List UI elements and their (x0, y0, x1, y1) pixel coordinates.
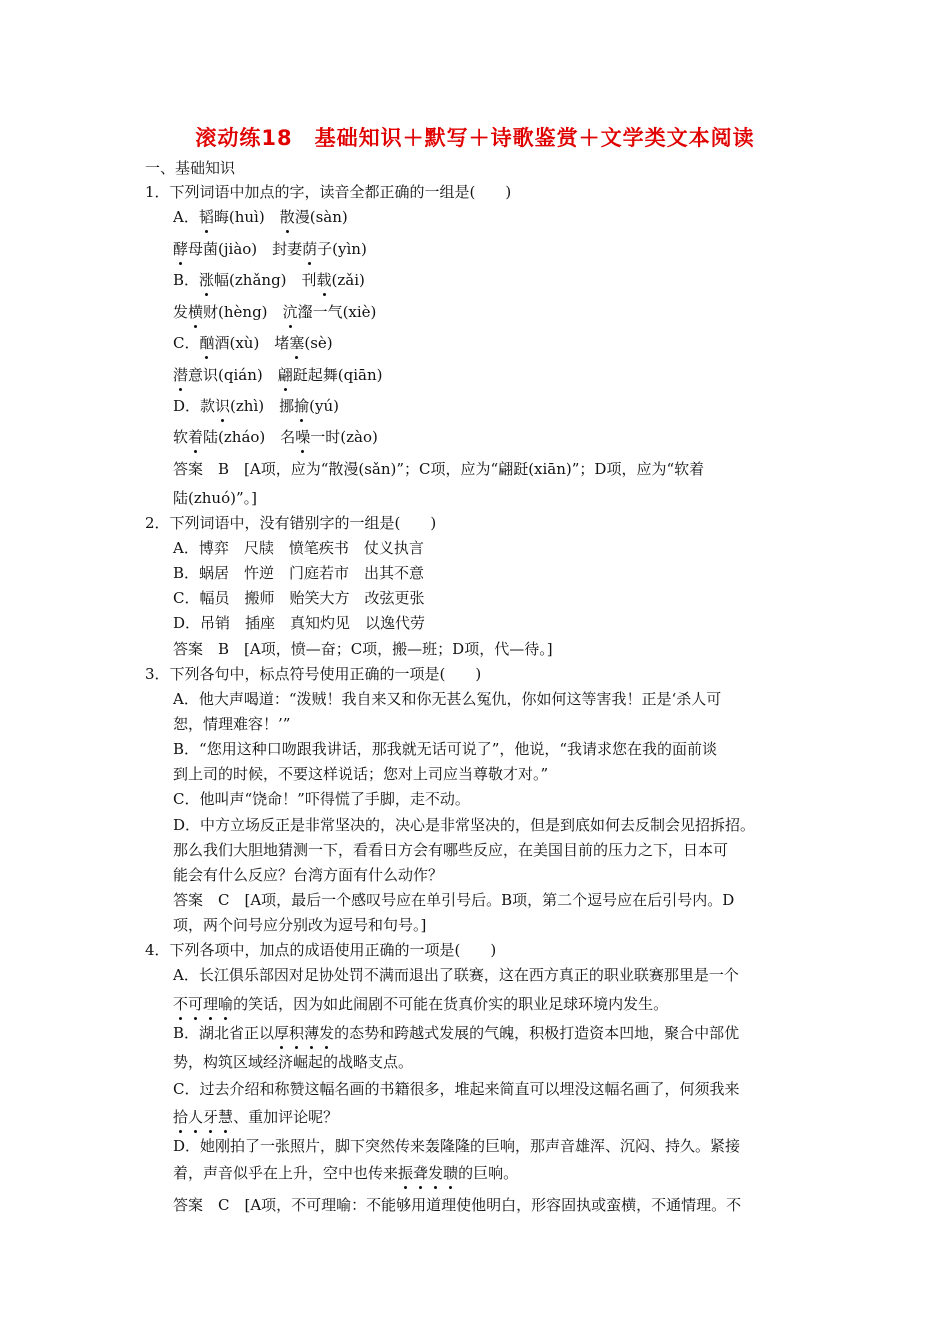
dotted-char: 发 (428, 1164, 444, 1182)
dotted-char: 聩 (443, 1164, 459, 1182)
dotted-char: 喻 (218, 995, 234, 1013)
q3-option-c: C．他叫声“饶命！”吓得慌了手脚，走不动。 (173, 790, 470, 808)
dotted-char: 载 (316, 271, 332, 289)
dotted-char: 积 (289, 1024, 305, 1042)
q3-option-b-line2: 到上司的时候，不要这样说话；您对上司应当尊敬才对。” (173, 765, 549, 783)
page-title: 滚动练18 基础知识＋默写＋诗歌鉴赏＋文学类文本阅读 (195, 126, 755, 150)
dotted-char: 拾 (173, 1108, 189, 1126)
dotted-char: 可 (188, 995, 204, 1013)
q3-answer-line1: 答案 C [A项，最后一个感叹号应在单引号后。B项，第二个逗号应在后引号内。D (173, 891, 735, 909)
dotted-char: 理 (203, 995, 219, 1013)
dotted-char: 涨 (199, 271, 215, 289)
dotted-char: 聋 (413, 1164, 429, 1182)
dotted-char: 散 (279, 208, 295, 226)
dotted-char: 沆 (282, 303, 298, 321)
dotted-idiom (398, 1164, 458, 1182)
dotted-char: 噪 (295, 428, 311, 446)
question-3-stem: 3．下列各句中，标点符号使用正确的一项是( ) (145, 665, 482, 683)
q1-option-c-line1: C．酗酒(xù) 堵塞(sè) (173, 334, 333, 352)
dotted-char: 着 (188, 428, 204, 446)
q3-option-d-line3: 能会有什么反应？台湾方面有什么动作？ (173, 866, 444, 884)
dotted-idiom (173, 1108, 233, 1126)
q3-option-b-line1: B．“您用这种口吻跟我讲话，那我就无话可说了”，他说，“我请求您在我的面前谈 (173, 740, 718, 758)
dotted-char: 人 (188, 1108, 204, 1126)
q3-option-a-line2: 恕，情理难容！’” (173, 715, 291, 733)
q1-option-a-line1: A．韬晦(huì) 散漫(sàn) (173, 208, 348, 226)
question-4-stem: 4．下列各项中，加点的成语使用正确的一项是( ) (145, 941, 497, 959)
q4-option-b-line1: B．湖北省正以厚积薄发的态势和跨越式发展的气魄，积极打造资本凹地，聚合中部优 (173, 1024, 740, 1042)
q2-option-d: D．吊销 插座 真知灼见 以逸代劳 (173, 614, 426, 632)
dotted-char: 振 (398, 1164, 414, 1182)
dotted-char: 识 (215, 397, 231, 415)
q4-option-b-line2: 势，构筑区域经济崛起的战略支点。 (173, 1053, 414, 1071)
dotted-char: 不 (173, 995, 189, 1013)
dotted-char: 揄 (294, 397, 310, 415)
q2-option-b: B．蜗居 忤逆 门庭若市 出其不意 (173, 564, 425, 582)
dotted-char: 薄 (304, 1024, 320, 1042)
q4-option-d-line1: D．她刚拍了一张照片，脚下突然传来轰隆隆的巨响，那声音雄浑、沉闷、持久。紧接 (173, 1137, 741, 1155)
dotted-char: 潜 (173, 366, 189, 384)
dotted-idiom (173, 995, 233, 1013)
q1-option-c-line2: 潜意识(qián) 翩跹起舞(qiān) (173, 366, 383, 384)
dotted-char: 厚 (274, 1024, 290, 1042)
q3-option-a-line1: A．他大声喝道：“泼贼！我自来又和你无甚么冤仇，你如何这等害我！正是‘杀人可 (173, 690, 722, 708)
q3-option-d-line2: 那么我们大胆地猜测一下，看看日方会有哪些反应，在美国目前的压力之下，日本可 (173, 841, 729, 859)
dotted-char: 牙 (203, 1108, 219, 1126)
dotted-char: 慧 (218, 1108, 234, 1126)
q2-answer: 答案 B [A项，愤—奋；C项，搬—班；D项，代—待。] (173, 640, 553, 658)
section-heading: 一、基础知识 (145, 159, 236, 177)
question-1-stem: 1．下列词语中加点的字，读音全都正确的一组是( ) (145, 183, 512, 201)
dotted-char: 韬 (198, 208, 214, 226)
q1-option-d-line1: D．款识(zhì) 挪揄(yú) (173, 397, 339, 415)
q1-answer-line2: 陆(zhuó)”。] (173, 489, 257, 507)
dotted-char: 发 (319, 1024, 335, 1042)
q3-answer-line2: 项，两个问号应分别改为逗号和句号。] (173, 916, 427, 934)
q1-answer-line1: 答案 B [A项，应为“散漫(sǎn)”；C项，应为“翩跹(xiān)”；D项，应为“软着 (173, 460, 705, 478)
q4-option-a-line1: A．长江俱乐部因对足协处罚不满而退出了联赛，这在西方真正的职业联赛那里是一个 (173, 966, 739, 984)
q2-option-c: C．幅员 搬师 贻笑大方 改弦更张 (173, 589, 425, 607)
dotted-char: 翩 (277, 366, 293, 384)
q1-option-a-line2: 酵母菌(jiào) 封妻荫子(yìn) (173, 240, 367, 258)
dotted-char: 酗 (199, 334, 215, 352)
dotted-idiom (274, 1024, 334, 1042)
q1-option-d-line2: 软着陆(zháo) 名噪一时(zào) (173, 428, 378, 446)
dotted-char: 酵 (173, 240, 189, 258)
q1-option-b-line1: B．涨幅(zhǎng) 刊载(zǎi) (173, 271, 365, 289)
q3-option-d-line1: D．中方立场反正是非常坚决的，决心是非常坚决的，但是到底如何去反制会见招拆招。 (173, 816, 756, 834)
q4-answer-line1: 答案 C [A项，不可理喻：不能够用道理使他明白，形容固执或蛮横，不通情理。不 (173, 1196, 742, 1214)
q2-option-a: A．博弈 尺牍 愤笔疾书 仗义执言 (173, 539, 424, 557)
dotted-char: 横 (188, 303, 204, 321)
question-2-stem: 2．下列词语中，没有错别字的一组是( ) (145, 514, 437, 532)
q4-option-c-line1: C．过去介绍和称赞这幅名画的书籍很多，堆起来简直可以埋没这幅名画了，何须我来 (173, 1080, 740, 1098)
q1-option-b-line2: 发横财(hèng) 沆瀣一气(xiè) (173, 303, 377, 321)
q4-option-a-line2: 不可理喻的笑话，因为如此闹剧不可能在货真价实的职业足球环境内发生。 (173, 995, 669, 1013)
dotted-char: 荫 (302, 240, 318, 258)
dotted-char: 塞 (289, 334, 305, 352)
q4-option-d-line2: 着，声音似乎在上升，空中也传来振聋发聩的巨响。 (173, 1164, 519, 1182)
q4-option-c-line2: 拾人牙慧、重加评论呢？ (173, 1108, 339, 1126)
